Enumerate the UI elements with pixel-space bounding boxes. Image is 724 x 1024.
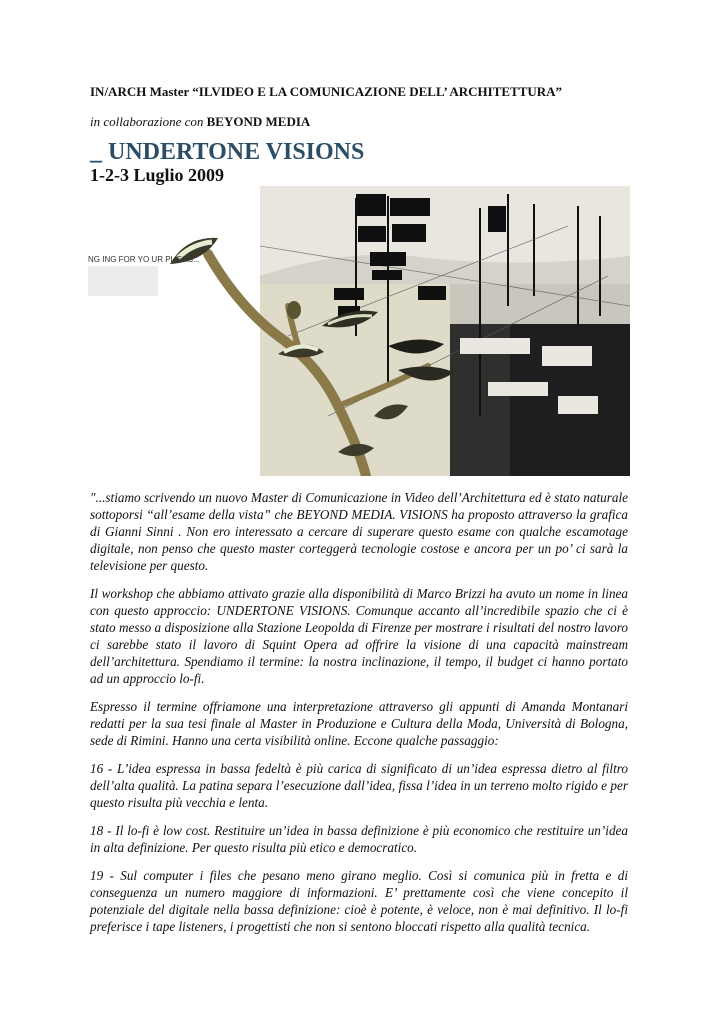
event-date: 1-2-3 Luglio 2009 [90, 165, 225, 185]
paragraph: Espresso il termine offriamone una interpretazione attraverso gli appunti di Amanda Montanari redatti per la sua tesi finale al Master in Produzione e Cultura della Moda, Università di Bologna, sede di Rimini. Hanno una certa visibilità online. Eccone qualche passaggio: [90, 699, 628, 748]
page-title: _ UNDERTONE VISIONS [90, 139, 365, 165]
artwork-caption: NG ING FOR YO UR PL EAS... [88, 255, 200, 264]
artwork-panel-right [450, 284, 630, 324]
paragraph: 18 - Il lo-fi è low cost. Restituire un’idea in bassa definizione è più economico che restituire un’idea in alta definizione. Per questo risulta più etico e democratico. [90, 823, 628, 855]
collaboration-line [90, 114, 310, 130]
master-title-line: IN/ARCH Master “ILVIDEO E LA COMUNICAZIONE DELL’ ARCHITETTURA” [90, 84, 563, 99]
article-body [90, 489, 628, 946]
paragraph: 19 - Sul computer i files che pesano meno girano meglio. Così si comunica più in fretta e di conseguenza un numero maggiore di informazioni. E’ prettamente così che viene concepito il potenziale del digitale nella bassa definizione: cioè è potente, è veloce, non è mai definitivo. Il lo-fi preferisce i tape listeners, i progettisti che non si sentono bloccati rispetto alla qualità tecnica. [90, 868, 628, 934]
paragraph: Il workshop che abbiamo attivato grazie alla disponibilità di Marco Brizzi ha avuto un nome in linea con questo approccio: UNDERTONE VISIONS. Comunque accanto all’incredibile spazio che ci è stato messo a disposizione alla Stazione Leopolda di Firenze per mostrare i risultati del nostro lavoro ci sarebbe stato il lavoro di Squint Opera ad offrire la visione di una capacità mainstream dell’architettura. Spendiamo il termine: la nostra inclinazione, il tempo, il budget ci hanno portato ad un approccio lo-fi. [90, 586, 628, 686]
collaboration-prefix: in collaborazione con [90, 114, 207, 129]
paragraph: 16 - L’idea espressa in bassa fedeltà è più carica di significato di un’idea espressa dietro al filtro dell’alta qualità. La patina separa l’esecuzione dall’idea, fissa l’idea in un terreno molto rigido e per questo risulta più vecchia e lenta. [90, 761, 628, 810]
paragraph: "...stiamo scrivendo un nuovo Master di Comunicazione in Video dell’Architettura ed è stato naturale sottoporsi “all’esame della vista” che BEYOND MEDIA. VISIONS ha proposto attraverso la grafica di Gianni Sinni . Non ero interessato a cercare di superare questo esame con qualche escamotage digitale, non penso che questo master corteggerà tecnologie costose e ancora per un po’ ci sarà la televisione per questo. [90, 490, 628, 573]
collaboration-name: BEYOND MEDIA [206, 114, 311, 129]
artwork-image [88, 186, 630, 476]
